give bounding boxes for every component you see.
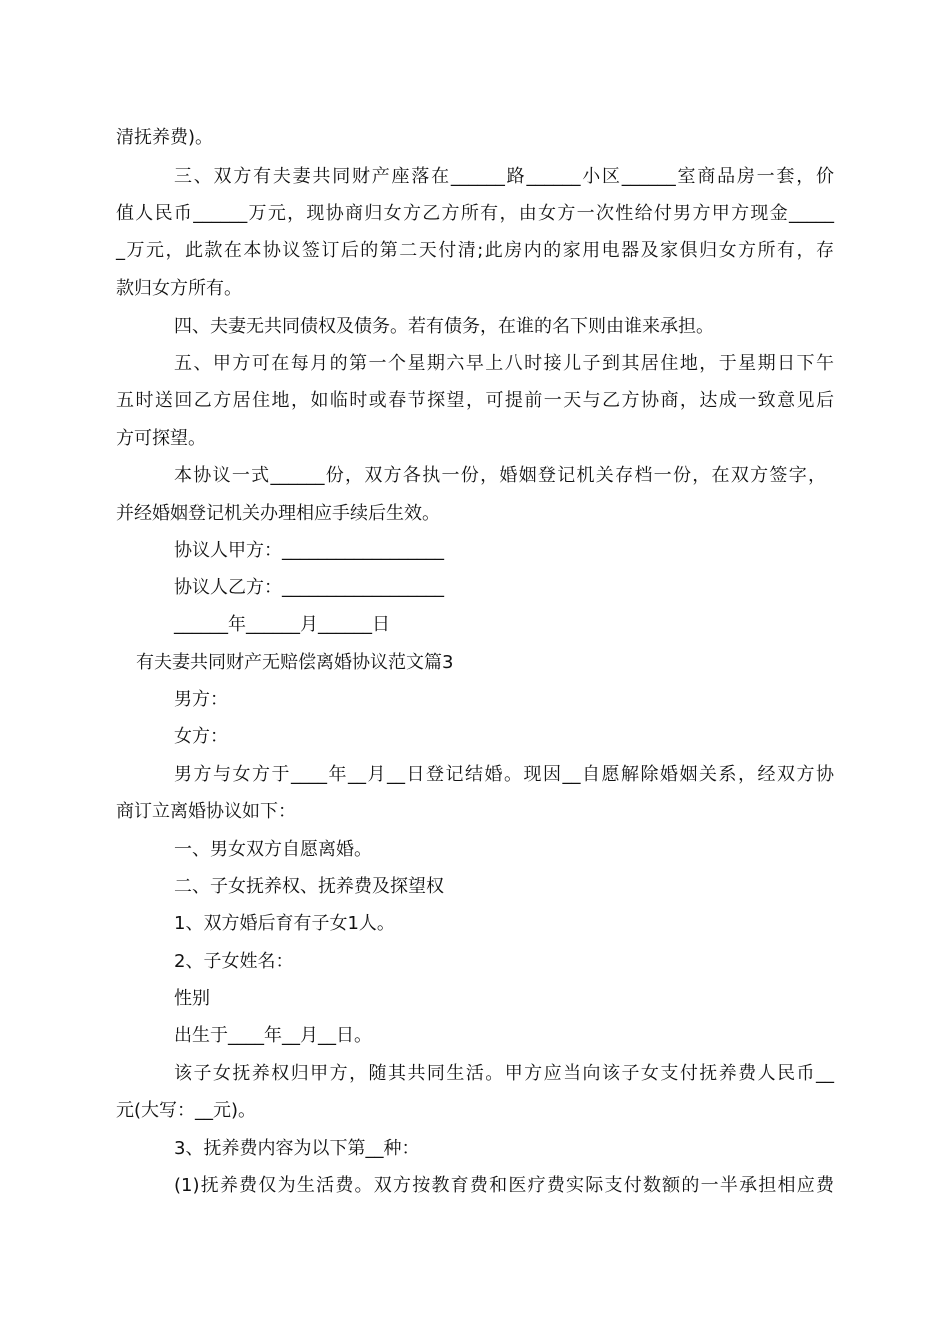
text-line: 五、甲方可在每月的第一个星期六早上八时接儿子到其居住地，于星期日下午 [174,353,834,374]
text-line: 该子女抚养权归甲方，随其共同生活。甲方应当向该子女支付抚养费人民币__ [174,1063,834,1084]
text-line: 性别 [174,988,210,1009]
text-line: 男方与女方于____年__月__日登记结婚。现因__自愿解除婚姻关系，经双方协 [174,764,834,785]
text-line: 值人民币______万元，现协商归女方乙方所有，由女方一次性给付男方甲方现金_____ [116,203,834,224]
text-line: 协议人甲方：__________________ [174,540,444,561]
text-line: 2、子女姓名： [174,951,294,972]
text-line: 款归女方所有。 [116,278,242,299]
text-line: 三、双方有夫妻共同财产座落在______路______小区______室商品房一套，价 [174,166,834,187]
text-line: 3、抚养费内容为以下第__种： [174,1138,420,1159]
text-line: 一、男女双方自愿离婚。 [174,839,372,860]
text-line: 并经婚姻登记机关办理相应手续后生效。 [116,503,440,524]
text-line: 商订立离婚协议如下： [116,801,296,822]
text-line: 协议人乙方：__________________ [174,577,444,598]
text-line: 1、双方婚后育有子女1人。 [174,913,395,934]
text-line: (1)抚养费仅为生活费。双方按教育费和医疗费实际支付数额的一半承担相应费 [174,1175,834,1196]
text-line: 四、夫妻无共同债权及债务。若有债务，在谁的名下则由谁来承担。 [174,316,714,337]
section-heading: 有夫妻共同财产无赔偿离婚协议范文篇3 [136,652,454,673]
text-line: 本协议一式______份，双方各执一份，婚姻登记机关存档一份，在双方签字， [174,465,826,486]
text-line: 元(大写：__元)。 [116,1100,257,1121]
text-line: 五时送回乙方居住地，如临时或春节探望，可提前一天与乙方协商，达成一致意见后 [116,390,834,411]
text-line: 女方： [174,726,228,747]
text-line: 清抚养费)。 [116,127,214,148]
text-line: _万元，此款在本协议签订后的第二天付清;此房内的家用电器及家俱归女方所有，存 [116,240,834,261]
text-line: 出生于____年__月__日。 [174,1025,372,1046]
text-line: 二、子女抚养权、抚养费及探望权 [174,876,444,897]
text-line: 方可探望。 [116,428,206,449]
text-line: ______年______月______日 [174,614,390,635]
text-line: 男方： [174,689,228,710]
